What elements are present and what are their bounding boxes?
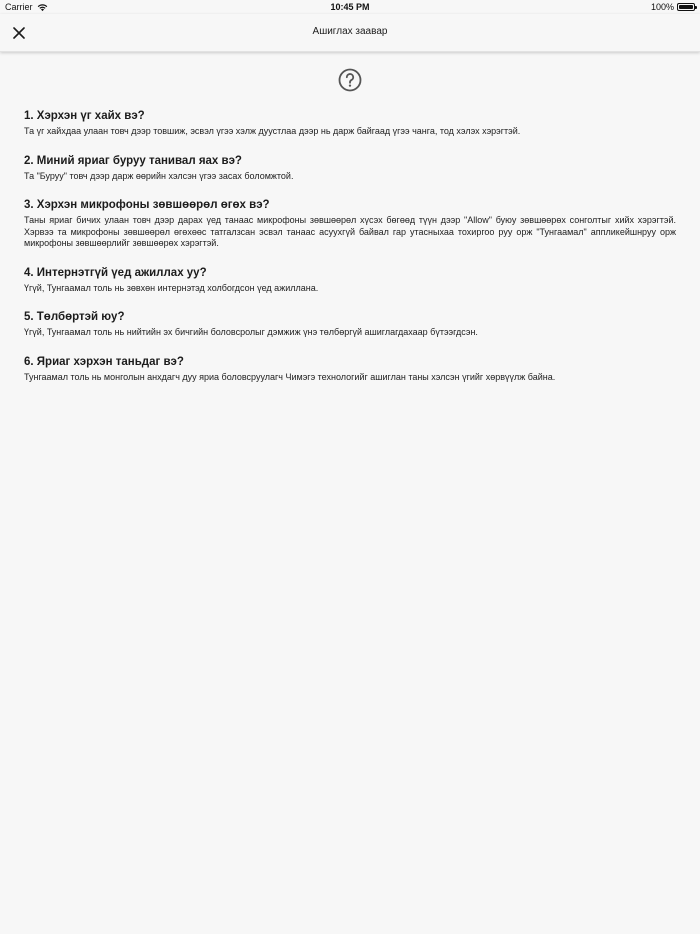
carrier-label: Carrier [5, 2, 33, 12]
faq-answer: Та "Буруу" товч дээр дарж өөрийн хэлсэн үгээ засах боломжтой. [24, 170, 294, 181]
faq-question: 4. Интернэтгүй үед ажиллах уу? [24, 266, 207, 279]
navigation-bar [0, 14, 700, 52]
faq-item [24, 154, 676, 183]
faq-answer: Үгүй, Тунгаамал толь нь зөвхөн интернэтэд холбогдсон үед ажиллана. [24, 282, 319, 293]
faq-answer: Та үг хайхдаа улаан товч дээр товшиж, эсвэл үгээ хэлж дуустлаа дээр нь дарж байгаад үгээ чанга, тод хэлэх хэрэгтэй. [24, 126, 521, 136]
faq-list [24, 109, 676, 399]
faq-question: 1. Хэрхэн үг хайх вэ? [24, 110, 145, 122]
faq-question: 3. Хэрхэн микрофоны зөвшөөрөл өгөх вэ? [24, 199, 270, 211]
faq-answer: Үгүй, Тунгаамал толь нь нийтийн эх бичгийн боловсролыг дэмжиж үнэ төлбөргүй ашиглагдахаар бүтээгдсэн. [24, 327, 478, 337]
battery-percent: 100% [650, 2, 674, 12]
faq-question: 2. Миний яриаг буруу танивал яах вэ? [24, 154, 242, 167]
faq-item [24, 266, 676, 295]
faq-item [24, 310, 676, 339]
faq-item [24, 198, 676, 250]
faq-question: 6. Яриаг хэрхэн таньдаг вэ? [24, 355, 184, 368]
faq-item [24, 109, 676, 138]
battery-indicator [651, 2, 695, 12]
help-content [0, 53, 700, 934]
page-title: Ашиглах заавар [312, 26, 388, 37]
status-bar [0, 0, 700, 14]
question-circle-icon [338, 68, 362, 92]
status-time: 10:45 PM [330, 2, 370, 12]
faq-item [24, 355, 676, 384]
faq-answer: Тунгаамал толь нь монголын анхдагч дуу яриа боловсруулагч Чимэгэ технологийг ашиглан таны хэлсэн үгийг хөрвүүлж байна. [24, 371, 556, 382]
faq-answer: Таны яриаг бичих улаан товч дээр дарах үед танаас микрофоны зөвшөөрөл хүсэх бөгөөд түүн дээр "Allow" буюу зөвшөөрөх сонголтыг хийх хэрэгтэй. Хэрвээ та микрофоны зөвшөөрөл өгөхөөс татгалзсан эсвэл танаас асуухгүй байвал гар утасныхаа тохиргоо руу орж "Тунгаамал" аппликейшнруу орж микрофоны зөвшөөрлийг зөвшөөрөх хэрэгтэй. [24, 215, 676, 248]
battery-icon [677, 3, 695, 11]
faq-question: 5. Төлбөртэй юу? [24, 311, 125, 323]
